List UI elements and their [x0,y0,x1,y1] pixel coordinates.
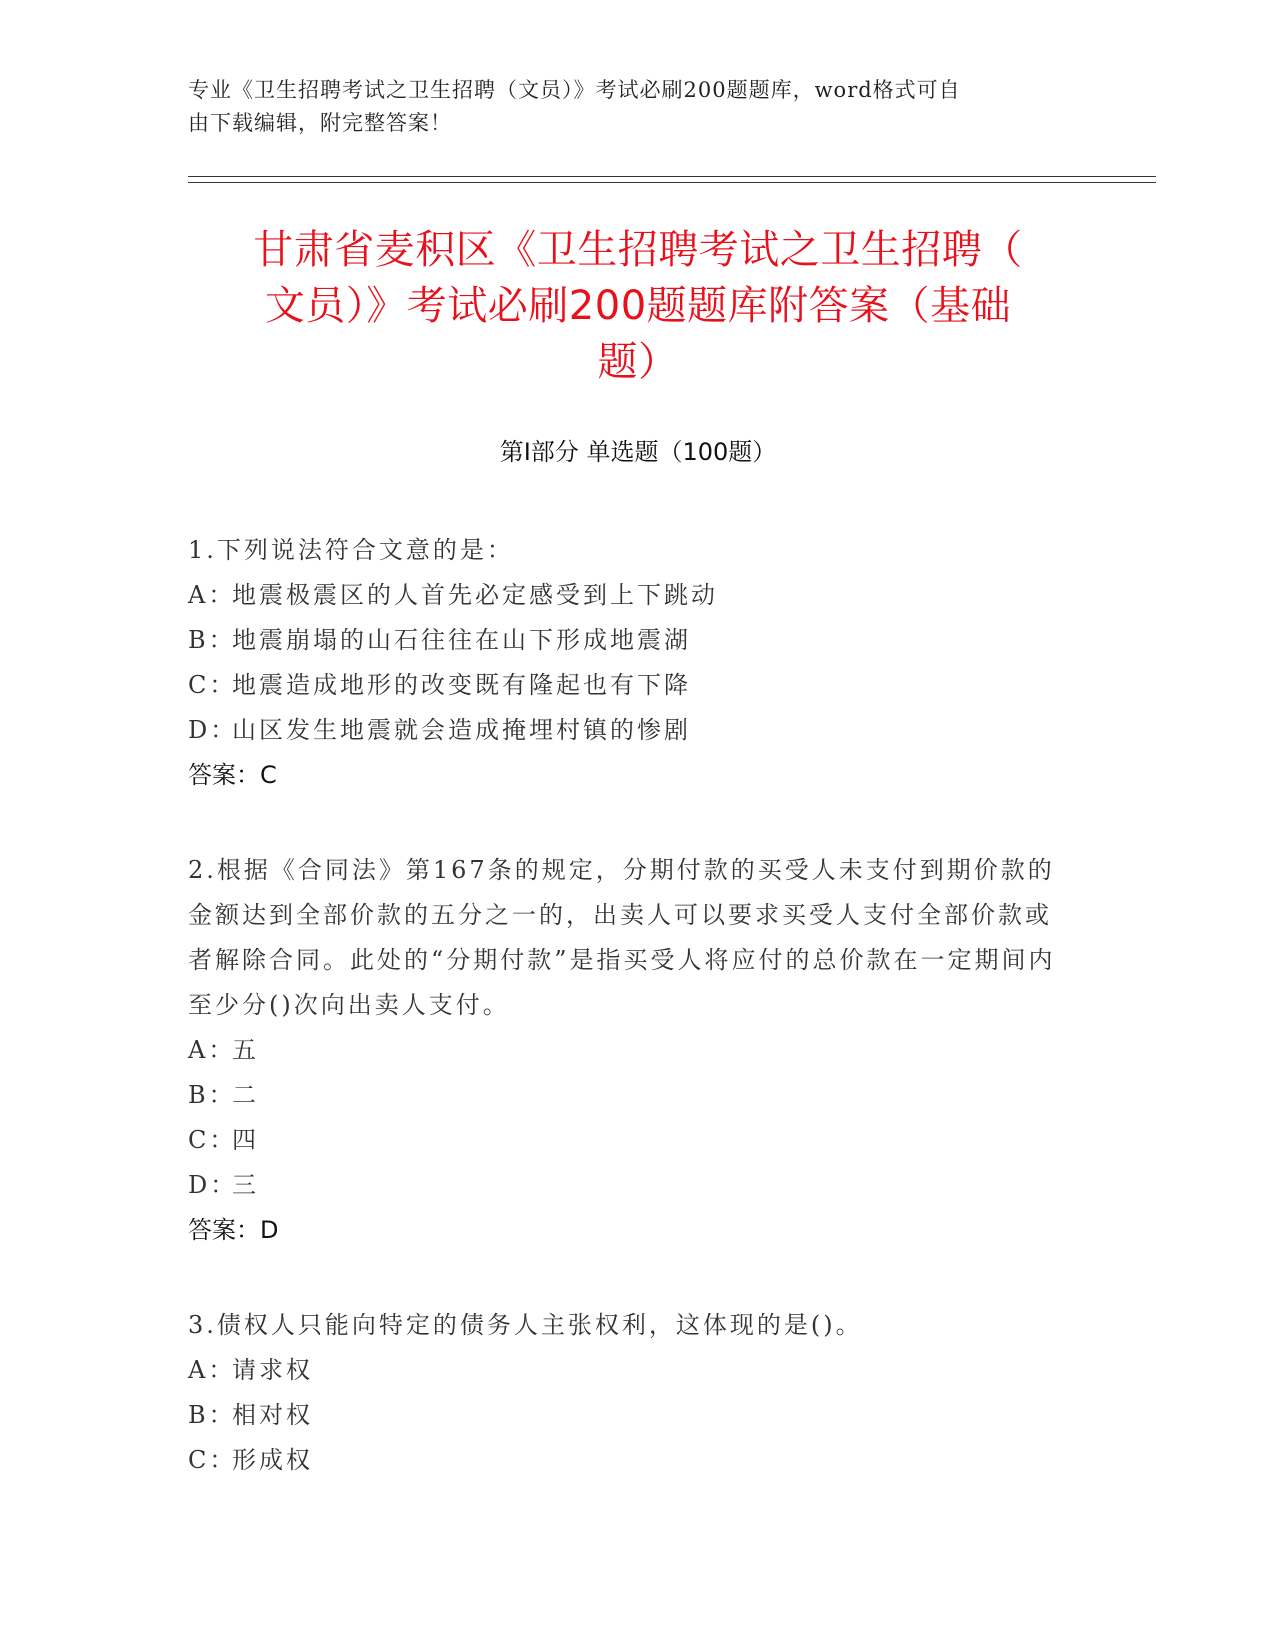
header-divider-bottom [188,182,1156,183]
document-title-line-3: 题） [597,339,679,385]
option-c [188,663,1068,708]
document-title-line-1: 甘肃省麦积区《卫生招聘考试之卫生招聘（ [253,227,1023,273]
option-text: 相对权 [232,1401,313,1429]
document-title [188,222,1088,390]
option-text: 五 [232,1036,259,1064]
option-text: 地震极震区的人首先必定感受到上下跳动 [232,581,718,609]
option-key: B： [188,1081,236,1109]
answer: 答案：C [188,761,277,789]
option-key: C： [188,1446,237,1474]
header-note-line-2: 由下载编辑，附完整答案！ [188,111,452,135]
option-key: A： [188,581,236,609]
option-c [188,1118,1068,1163]
option-key: D： [188,716,238,744]
header-note-line-1: 专业《卫生招聘考试之卫生招聘（文员）》考试必刷200题题库，word格式可自 [188,78,961,102]
header-divider-top [188,176,1156,177]
option-a [188,1348,1068,1393]
option-text: 请求权 [232,1356,313,1384]
question-stem: 1.下列说法符合文意的是： [188,536,514,564]
question-1 [188,528,1068,798]
section-title: 第Ⅰ部分 单选题（100题） [499,438,777,466]
header-note [188,74,1088,140]
option-d [188,708,1068,753]
option-b [188,1073,1068,1118]
option-b [188,618,1068,663]
answer: 答案：D [188,1216,279,1244]
option-c [188,1438,1068,1483]
option-key: B： [188,626,236,654]
option-text: 形成权 [232,1446,313,1474]
option-text: 四 [232,1126,259,1154]
option-a [188,1028,1068,1073]
option-key: D： [188,1171,238,1199]
option-text: 三 [232,1171,259,1199]
option-a [188,573,1068,618]
question-stem: 2.根据《合同法》第167条的规定，分期付款的买受人未支付到期价款的金额达到全部价款的五分之一的，出卖人可以要求买受人支付全部价款或者解除合同。此处的“分期付款”是指买受人将应付的总价款在一定期间内至少分()次向出卖人支付。 [188,856,1056,1019]
option-key: B： [188,1401,236,1429]
option-key: C： [188,671,237,699]
option-b [188,1393,1068,1438]
question-stem: 3.债权人只能向特定的债务人主张权利，这体现的是()。 [188,1311,863,1339]
option-key: C： [188,1126,237,1154]
option-key: A： [188,1356,236,1384]
option-key: A： [188,1036,236,1064]
question-3 [188,1303,1068,1483]
document-title-line-2: 文员）》考试必刷200题题库附答案（基础 [264,283,1012,329]
option-text: 山区发生地震就会造成掩埋村镇的惨剧 [232,716,691,744]
option-text: 地震造成地形的改变既有隆起也有下降 [232,671,691,699]
question-2 [188,848,1068,1253]
option-text: 地震崩塌的山石往往在山下形成地震湖 [232,626,691,654]
option-d [188,1163,1068,1208]
option-text: 二 [232,1081,259,1109]
